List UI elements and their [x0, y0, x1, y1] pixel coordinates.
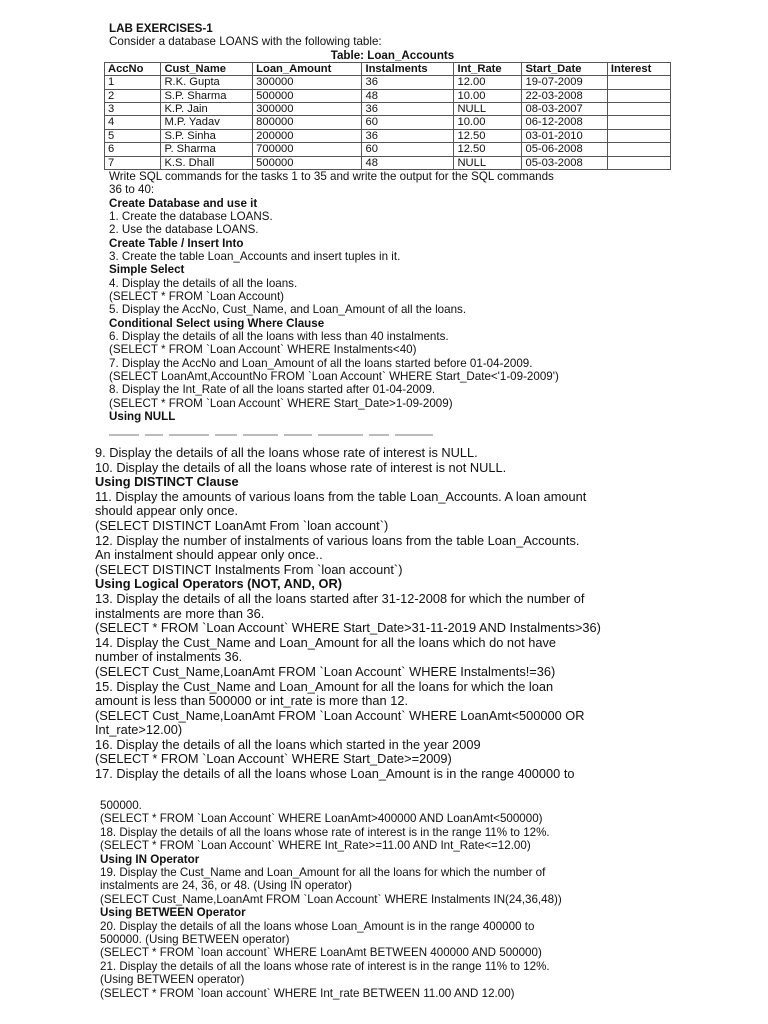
table-cell: S.P. Sharma: [161, 89, 253, 102]
text-line: 2. Use the database LOANS.: [109, 223, 259, 237]
table-cell: [607, 156, 670, 169]
table-cell: 5: [105, 129, 161, 142]
table-cell: 05-03-2008: [522, 156, 607, 169]
column-header: AccNo: [105, 62, 161, 75]
table-body: [105, 76, 671, 170]
text-line: 11. Display the amounts of various loans from the table Loan_Accounts. A loan amount: [95, 488, 587, 504]
section-heading: Using Logical Operators (NOT, AND, OR): [95, 576, 342, 592]
text-line: 14. Display the Cust_Name and Loan_Amount for all the loans which do not have: [95, 634, 556, 650]
table-cell: K.S. Dhall: [161, 156, 253, 169]
section-heading: Create Database and use it: [109, 196, 258, 210]
text-line: 15. Display the Cust_Name and Loan_Amount for all the loans for which the loan: [95, 678, 554, 694]
text-line: 5. Display the AccNo, Cust_Name, and Loan_Amount of all the loans.: [109, 303, 467, 317]
section-heading: Conditional Select using Where Clause: [109, 316, 325, 330]
text-line: (SELECT DISTINCT Instalments From `loan account`): [95, 561, 403, 577]
table-cell: [607, 76, 670, 89]
text-line: (SELECT Cust_Name,LoanAmt FROM `Loan Account` WHERE Instalments IN(24,36,48)): [100, 892, 562, 906]
column-header: Instalments: [362, 62, 454, 75]
section-heading: Create Table / Insert Into: [109, 236, 244, 250]
table-cell: [607, 116, 670, 129]
table-cell: 2: [105, 89, 161, 102]
section-heading: Using NULL: [109, 410, 176, 424]
lines-part-1: [109, 170, 749, 424]
section-part-3: [100, 799, 740, 1000]
text-line: (SELECT DISTINCT LoanAmt From `loan account`): [95, 517, 389, 533]
table-cell: 7: [105, 156, 161, 169]
table-cell: NULL: [454, 156, 522, 169]
text-line: 500000.: [100, 799, 142, 812]
table-cell: 3: [105, 102, 161, 115]
column-header: Start_Date: [522, 62, 607, 75]
section-part-1: [109, 22, 749, 423]
text-line: Write SQL commands for the tasks 1 to 35 and write the output for the SQL commands: [109, 169, 554, 183]
text-line: 8. Display the Int_Rate of all the loans started after 01-04-2009.: [109, 383, 436, 397]
table-cell: [607, 89, 670, 102]
document-title: LAB EXERCISES-1: [109, 22, 213, 35]
table-cell: 06-12-2008: [522, 116, 607, 129]
table-cell: 48: [362, 89, 454, 102]
text-line: (SELECT * FROM `Loan Account` WHERE Start_Date>31-11-2019 AND Instalments>36): [95, 620, 601, 636]
table-cell: 05-06-2008: [522, 143, 607, 156]
table-cell: 500000: [253, 156, 362, 169]
text-line: 36 to 40:: [109, 183, 155, 197]
text-line: (SELECT * FROM `Loan Account): [109, 290, 285, 304]
table-row: [105, 76, 671, 89]
table-cell: M.P. Yadav: [161, 116, 253, 129]
table-row: [105, 129, 671, 142]
section-heading: Simple Select: [109, 263, 185, 277]
text-line: (SELECT * FROM `loan account` WHERE Int_rate BETWEEN 11.00 AND 12.00): [100, 986, 515, 1000]
table-cell: 36: [362, 76, 454, 89]
table-cell: S.P. Sinha: [161, 129, 253, 142]
table-cell: 60: [362, 143, 454, 156]
table-cell: 800000: [253, 116, 362, 129]
text-line: 1. Create the database LOANS.: [109, 209, 273, 223]
table-cell: 4: [105, 116, 161, 129]
text-line: 3. Create the table Loan_Accounts and insert tuples in it.: [109, 250, 401, 263]
table-header-row: [105, 62, 671, 75]
text-line: (Using BETWEEN operator): [100, 973, 245, 987]
table-cell: 60: [362, 116, 454, 129]
text-line: should appear only once.: [95, 503, 239, 519]
table-cell: 36: [362, 129, 454, 142]
text-line: number of instalments 36.: [95, 649, 243, 665]
column-header: Loan_Amount: [253, 62, 362, 75]
text-line: 10. Display the details of all the loans whose rate of interest is not NULL.: [95, 459, 507, 475]
text-line: (SELECT Cust_Name,LoanAmt FROM `Loan Account` WHERE Instalments!=36): [95, 663, 556, 679]
table-cell: 36: [362, 102, 454, 115]
text-line: 17. Display the details of all the loans whose Loan_Amount is in the range 400000 to: [95, 766, 575, 782]
table-cell: 200000: [253, 129, 362, 142]
text-line: 4. Display the details of all the loans.: [109, 276, 298, 290]
column-header: Int_Rate: [454, 62, 522, 75]
text-line: (SELECT * FROM `Loan Account` WHERE Start_Date>1-09-2009): [109, 396, 453, 410]
table-cell: [607, 143, 670, 156]
table-caption: Table: Loan_Accounts: [330, 48, 455, 62]
table-cell: 48: [362, 156, 454, 169]
table-cell: 08-03-2007: [522, 102, 607, 115]
text-line: (SELECT * FROM `Loan Account` WHERE Int_Rate>=11.00 AND Int_Rate<=12.00): [100, 839, 531, 853]
loan-accounts-table: [104, 62, 671, 170]
section-heading: Using BETWEEN Operator: [100, 906, 246, 920]
table-cell: 19-07-2009: [522, 76, 607, 89]
text-line: (SELECT * FROM `Loan Account` WHERE Start_Date>=2009): [95, 751, 452, 767]
table-cell: 03-01-2010: [522, 129, 607, 142]
section-heading: Using IN Operator: [100, 852, 200, 866]
table-row: [105, 102, 671, 115]
section-part-2: [95, 446, 745, 782]
table-cell: 300000: [253, 76, 362, 89]
table-cell: 12.50: [454, 129, 522, 142]
table-cell: 10.00: [454, 116, 522, 129]
table-row: [105, 143, 671, 156]
text-line: 13. Display the details of all the loans started after 31-12-2008 for which the number of: [95, 590, 585, 606]
text-line: (SELECT * FROM `loan account` WHERE LoanAmt BETWEEN 400000 AND 500000): [100, 946, 542, 960]
text-line: An instalment should appear only once..: [95, 547, 323, 563]
table-cell: P. Sharma: [161, 143, 253, 156]
text-line: 7. Display the AccNo and Loan_Amount of all the loans started before 01-04-2009.: [109, 356, 533, 370]
table-cell: 6: [105, 143, 161, 156]
table-cell: [607, 102, 670, 115]
table-cell: 12.00: [454, 76, 522, 89]
table-cell: 22-03-2008: [522, 89, 607, 102]
lines-part-2: [95, 446, 745, 782]
table-cell: [607, 129, 670, 142]
page-cut-artifact: [109, 434, 469, 439]
text-line: 16. Display the details of all the loans which started in the year 2009: [95, 736, 481, 752]
column-header: Interest: [607, 62, 670, 75]
table-row: [105, 156, 671, 169]
table-row: [105, 116, 671, 129]
table-cell: 10.00: [454, 89, 522, 102]
text-line: 18. Display the details of all the loans whose rate of interest is in the range 11% to 12%.: [100, 825, 550, 839]
table-cell: 12.50: [454, 143, 522, 156]
document-intro: Consider a database LOANS with the following table:: [109, 35, 382, 49]
table-cell: 300000: [253, 102, 362, 115]
section-heading: Using DISTINCT Clause: [95, 474, 239, 490]
table-row: [105, 89, 671, 102]
column-header: Cust_Name: [161, 62, 253, 75]
text-line: 12. Display the number of instalments of various loans from the table Loan_Accounts.: [95, 532, 580, 548]
text-line: 19. Display the Cust_Name and Loan_Amount for all the loans for which the number of: [100, 866, 546, 880]
table-cell: 700000: [253, 143, 362, 156]
text-line: 9. Display the details of all the loans whose rate of interest is NULL.: [95, 445, 478, 460]
table-cell: R.K. Gupta: [161, 76, 253, 89]
text-line: (SELECT Cust_Name,LoanAmt FROM `Loan Account` WHERE LoanAmt<500000 OR: [95, 707, 585, 723]
text-line: 21. Display the details of all the loans whose rate of interest is in the range 11% to 12%.: [100, 959, 550, 973]
table-cell: NULL: [454, 102, 522, 115]
text-line: instalments are 24, 36, or 48. (Using IN operator): [100, 879, 352, 893]
text-line: amount is less than 500000 or int_rate is more than 12.: [95, 693, 408, 709]
text-line: (SELECT * FROM `Loan Account` WHERE LoanAmt>400000 AND LoanAmt<500000): [100, 812, 543, 826]
text-line: 500000. (Using BETWEEN operator): [100, 933, 290, 947]
text-line: Int_rate>12.00): [95, 722, 183, 738]
text-line: (SELECT * FROM `Loan Account` WHERE Instalments<40): [109, 343, 417, 357]
text-line: 20. Display the details of all the loans whose Loan_Amount is in the range 400000 to: [100, 919, 535, 933]
text-line: 6. Display the details of all the loans with less than 40 instalments.: [109, 330, 449, 344]
table-cell: 500000: [253, 89, 362, 102]
table-cell: K.P. Jain: [161, 102, 253, 115]
table-cell: 1: [105, 76, 161, 89]
text-line: (SELECT LoanAmt,AccountNo FROM `Loan Account` WHERE Start_Date<'1-09-2009'): [109, 370, 559, 384]
lines-part-3: [100, 799, 740, 1000]
text-line: instalments are more than 36.: [95, 605, 265, 621]
